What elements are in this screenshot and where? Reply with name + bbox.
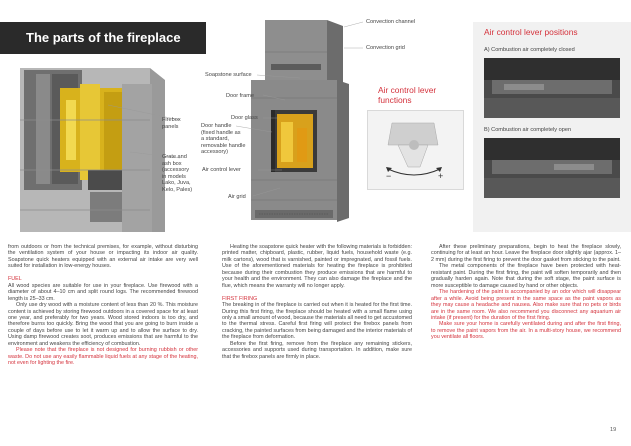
- col2-para-2: The breaking in of the fireplace is carried out when it is heated for the first time. During this first firing, the fireplace should be heated with a small flame using only a small amount of wood, because the materials all need to get accustomed to the thermal stress. Careful first firing will protect the firebox panels from cracking, the painted surfaces from being damaged and the interior materials of the fireplace from deformation.: [222, 302, 412, 341]
- plus-sign: +: [438, 171, 444, 181]
- label-grate-ash-box: Grate and ash box (accessory in models Lako, Juva, Kelo, Pales): [162, 154, 193, 193]
- heading-fuel: FUEL: [8, 276, 22, 283]
- lever-functions-panel: [367, 110, 464, 190]
- label-air-grid: Air grid: [228, 194, 246, 200]
- col2-para-3: Before the first firing, remove from the fireplace any remaining stickers, accessories and supports used during transportation. In addition, make sure that the firebox panels are firmly in place.: [222, 340, 412, 360]
- lever-functions-title: Air control lever functions: [378, 85, 437, 105]
- label-door-handle: Door handle (fixed handle as a standard, removable handle accessory): [201, 123, 246, 156]
- page-title: The parts of the fireplace: [26, 30, 181, 45]
- col2-para-1: Heating the soapstone quick heater with the following materials is forbidden: printed matter, chipboard, plastic, rubber, liquid fuels, household waste (e.g. milk cartons), wood that is varnished, painted or impregnated, and fossil fuels. Use of the aforementioned materials for heating the fireplace is prohibited because during their combustion they produce emissions that are harmful to your health and the environment. They can also damage the fireplace and the flue, which means the warranty will no longer apply.: [222, 244, 412, 289]
- col1-para-1: from outdoors or from the technical premises, for example, without disturbing the ventilation system of your house or impacting its indoor air quality. Soapstone quick heaters equipped with an external air intake are very well suited for installation in low-energy houses.: [8, 244, 198, 270]
- page-number: 19: [610, 427, 617, 433]
- column-3: [431, 244, 621, 341]
- col3-warning-2: Make sure your home is carefully ventilated during and after the first firing, to remove the paint vapors from the air. In a multi-story house, we recommend you ventilate all floors.: [431, 321, 621, 341]
- positions-title: Air control lever positions: [484, 27, 578, 37]
- position-b-photo: [484, 138, 620, 198]
- label-door-glass: Door glass: [231, 115, 258, 121]
- position-b-caption: B) Combustion air completely open: [484, 127, 572, 133]
- lever-diagram: [368, 111, 463, 189]
- label-convection-channel: Convection channel: [366, 19, 416, 25]
- col3-para-2: The metal components of the fireplace have been protected with heat-resistant paint. During the first firing, the paint will soften temporarily and then gradually harden again. Note that during the soft stage, the paint surface is more susceptible to damage caused by hand or other objects.: [431, 263, 621, 289]
- label-soapstone-surface: Soapstone surface: [205, 72, 252, 78]
- position-a-photo: [484, 58, 620, 118]
- minus-sign: −: [386, 171, 392, 181]
- label-air-control-lever: Air control lever: [202, 167, 241, 173]
- column-2: [222, 244, 412, 360]
- label-door-frame: Door frame: [226, 93, 254, 99]
- col3-warning-1: The hardening of the paint is accompanied by an odor which will disappear after a while. Avoid being present in the same space as the paint vapors as they may cause a headache and nausea. Also make sure that no pets or birds are in the same room. We also recommend you disconnect any aquarium air intake (if present) for the duration of the first firing.: [431, 289, 621, 321]
- position-a-caption: A) Combustion air completely closed: [484, 47, 575, 53]
- heading-first-firing: FIRST FIRING: [222, 295, 258, 302]
- col3-para-1: After these preliminary preparations, begin to heat the fireplace slowly, continuing for at least an hour. Leave the fireplace door slightly ajar (approx. 1–2 mm) during the first firing to prevent the door gasket from sticking to the paint.: [431, 244, 621, 263]
- col1-para-3: Only use dry wood with a moisture content of less than 20 %. This moisture content is achieved by storing firewood outdoors in a covered space for at least one year, and preferably for two years. Wood stored indoors is too dry, and therefore burns too quickly. Bring the wood that you are going to burn inside a couple of days before use to let it warm up and to allow the surface to dry. Using damp firewood creates soot, produces emissions that are harmful to the environment and weakens the efficiency of combustion.: [8, 302, 198, 347]
- col1-para-2: All wood species are suitable for use in your fireplace. Use firewood with a diameter of about 4–10 cm and split round logs. The recommended firewood length is 25–33 cm.: [8, 282, 198, 302]
- label-convection-grid: Convection grid: [366, 45, 405, 51]
- label-firebox-panels: Firebox panels: [162, 117, 181, 130]
- column-1: [8, 244, 198, 367]
- col1-warning: Please note that the fireplace is not designed for burning rubbish or other waste. Do not use any easily flammable liquid fuels at any stage of the heating, not even for lighting the fire.: [8, 347, 198, 367]
